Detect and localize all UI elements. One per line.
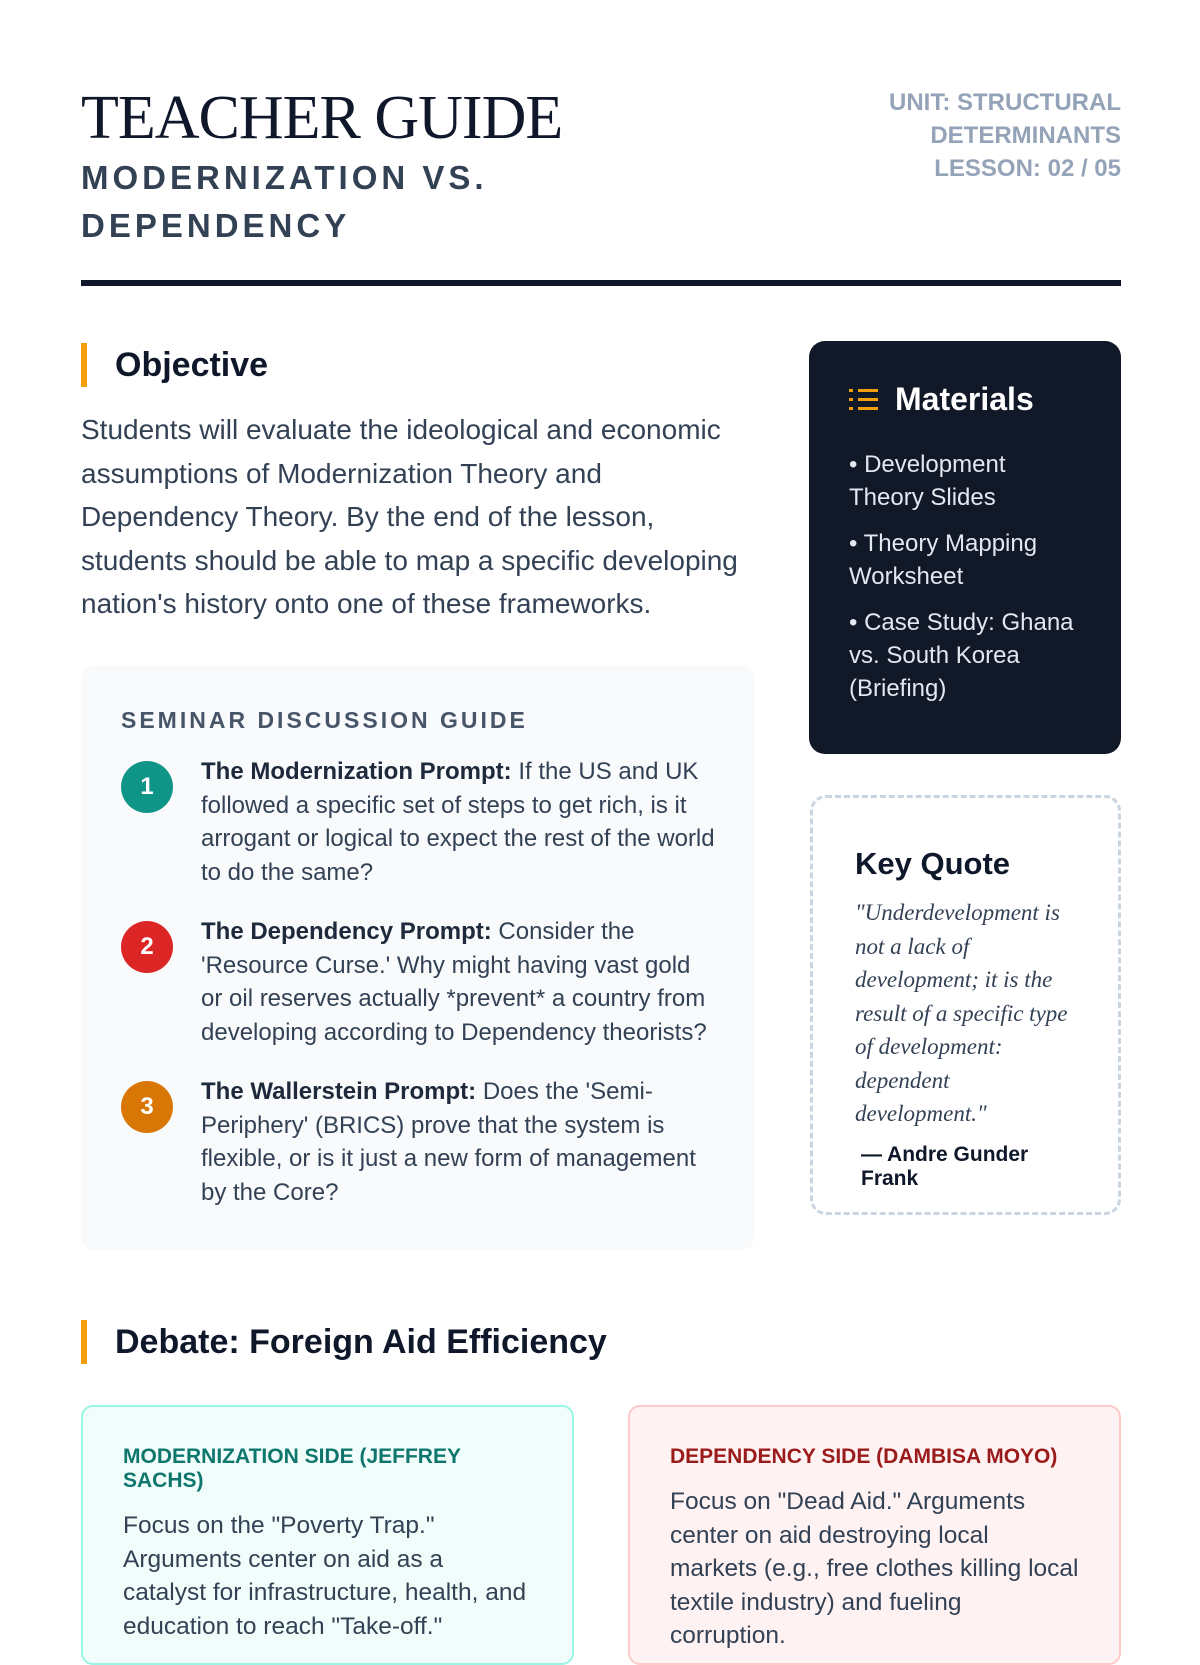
discussion-prompt [121,915,715,1049]
unit-label-line2: DETERMINANTS [930,122,1121,149]
prompt-number-badge: 2 [121,921,173,973]
prompt-lead: The Modernization Prompt: [201,758,512,785]
prompt-text: Does the 'Semi-Periphery' (BRICS) prove that the system is flexible, or is it just a new form of management by the Core? [201,1078,696,1206]
modernization-side-card [81,1405,574,1665]
prompt-lead: The Dependency Prompt: [201,918,492,945]
prompt-text: If the US and UK followed a specific set of steps to get rich, is it arrogant or logical to expect the rest of the world to do the same? [201,758,715,886]
materials-header [849,381,1081,418]
materials-item: • Theory Mapping Worksheet [849,530,1038,590]
modernization-side-text: Focus on the "Poverty Trap." Arguments center on aid as a catalyst for infrastructure, health, and education to reach "Take-off." [123,1512,527,1640]
seminar-title: SEMINAR DISCUSSION GUIDE [121,707,528,733]
seminar-discussion-guide [81,665,755,1250]
objective-text: Students will evaluate the ideological and economic assumptions of Modernization Theory and Dependency Theory. By the end of the lesson, students should be able to map a specific developing nation's history onto one of these frameworks. [81,414,738,619]
materials-item: • Case Study: Ghana vs. South Korea (Briefing) [849,609,1074,702]
list-icon [849,386,879,414]
header-divider [81,280,1121,286]
materials-item: • Development Theory Slides [849,451,1006,511]
key-quote-text: "Underdevelopment is not a lack of development; it is the result of a specific type of development: dependent development." [855,900,1068,1126]
prompt-list [121,755,715,1209]
key-quote-card [810,795,1121,1215]
debate-heading: Debate: Foreign Aid Efficiency [81,1320,607,1364]
key-quote-author: — Andre Gunder Frank [861,1142,1029,1190]
key-quote-heading: Key Quote [855,846,1011,881]
prompt-lead: The Wallerstein Prompt: [201,1078,477,1105]
materials-heading: Materials [895,381,1034,417]
dependency-side-card [628,1405,1121,1665]
objective-heading: Objective [81,343,268,387]
dependency-side-text: Focus on "Dead Aid." Arguments center on aid destroying local markets (e.g., free clothes killing local textile industry) and fueling corruption. [670,1488,1079,1649]
prompt-number-badge: 1 [121,761,173,813]
discussion-prompt [121,1075,715,1209]
lesson-number: LESSON: 02 / 05 [934,155,1121,182]
dependency-side-label: DEPENDENCY SIDE (DAMBISA MOYO) [670,1445,1058,1468]
unit-label-line1: UNIT: STRUCTURAL [889,89,1121,116]
unit-info [821,86,1121,185]
prompt-text: Consider the 'Resource Curse.' Why might having vast gold or oil reserves actually *prevent* a country from developing according to Dependency theorists? [201,918,707,1046]
prompt-number-badge: 3 [121,1081,173,1133]
modernization-side-label: MODERNIZATION SIDE (JEFFREY SACHS) [123,1445,461,1492]
discussion-prompt [121,755,715,889]
page-subtitle: MODERNIZATION VS. DEPENDENCY [81,159,488,244]
page-header [81,86,1121,250]
page-title: TEACHER GUIDE [81,84,563,152]
materials-card [809,341,1121,754]
